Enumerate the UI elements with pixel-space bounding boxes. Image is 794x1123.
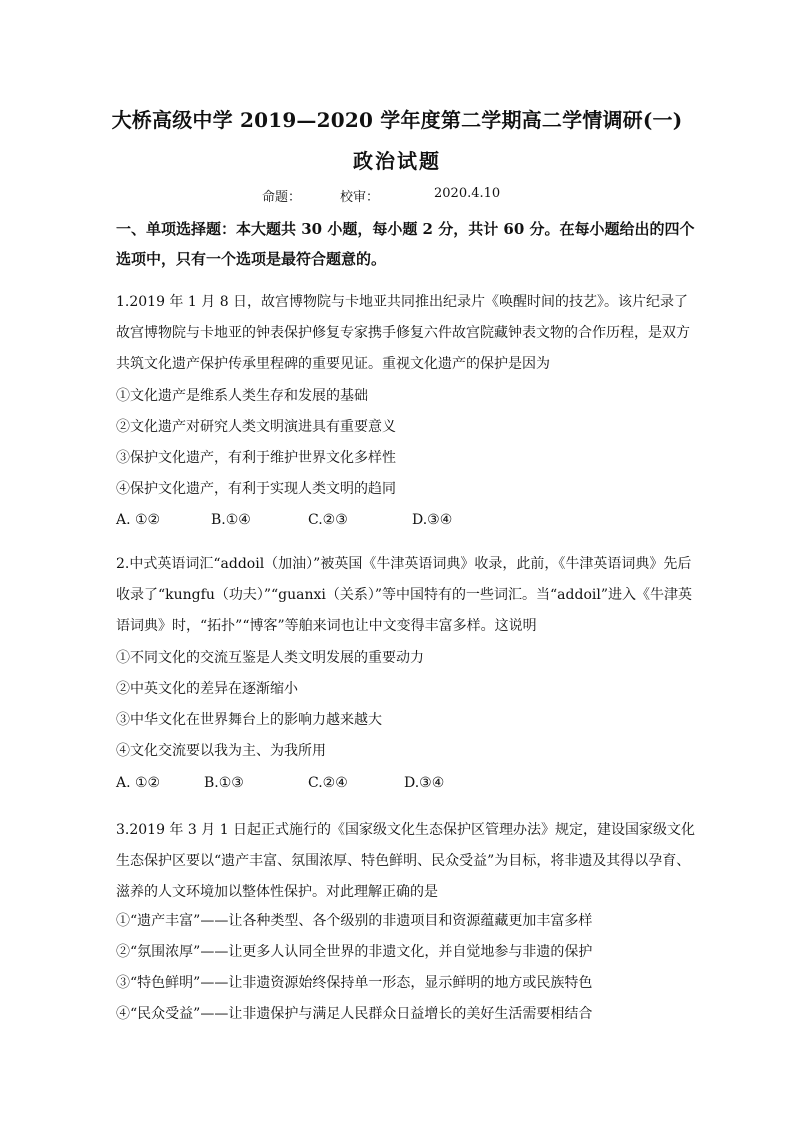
- question-3-stem: 3.2019 年 3 月 1 日起正式施行的《国家级文化生态保护区管理办法》规定，建设国家级文化生态保护区要以“遗产丰富、氛围浓厚、特色鲜明、民众受益”为目标，将非遗及其得以孕育、滋养的人文环境加以整体性保护。对此理解正确的是: [116, 822, 696, 900]
- question-2-stem: 2.中式英语词汇“addoil（加油）”被英国《牛津英语词典》收录，此前，《牛津英语词典》先后收录了“kungfu（功夫）”“guanxi（关系）”等中国特有的一些词汇。当“addoil”进入《牛津英语词典》时，“拓扑”“博客”等舶来词也让中文变得丰富多样。这说明: [116, 556, 692, 634]
- exam-title: 大桥高级中学 2019—2020 学年度第二学期高二学情调研(一): [111, 108, 683, 132]
- question-1-option-4: ④保护文化遗产，有利于实现人类文明的趋同: [116, 481, 396, 497]
- question-3-option-1: ①“遗产丰富”——让各种类型、各个级别的非遗项目和资源蕴藏更加丰富多样: [116, 913, 593, 929]
- exam-subject-title: 政治试题: [353, 149, 441, 173]
- section-heading: 一、单项选择题：本大题共 30 小题，每小题 2 分，共计 60 分。在每小题给出的四个选项中，只有一个选项是最符合题意的。: [116, 220, 695, 268]
- question-1-stem: 1.2019 年 1 月 8 日，故宫博物院与卡地亚共同推出纪录片《唤醒时间的技艺》。该片纪录了故宫博物院与卡地亚的钟表保护修复专家携手修复六件故宫院藏钟表文物的合作历程，是双方共筑文化遗产保护传承里程碑的重要见证。重视文化遗产的保护是因为: [116, 294, 690, 372]
- question-3-option-3: ③“特色鲜明”——让非遗资源始终保持单一形态，显示鲜明的地方或民族特色: [116, 975, 593, 991]
- author-label: 命题：: [262, 190, 302, 205]
- question-1-choice-a: A. ①②: [116, 512, 161, 528]
- exam-date: 2020.4.10: [434, 186, 501, 201]
- question-1-choice-c: C.②③: [308, 512, 348, 528]
- question-1-option-1: ①文化遗产是维系人类生存和发展的基础: [116, 388, 368, 404]
- question-3-option-4: ④“民众受益”——让非遗保护与满足人民群众日益增长的美好生活需要相结合: [116, 1006, 593, 1022]
- question-3-option-2: ②“氛围浓厚”——让更多人认同全世界的非遗文化，并自觉地参与非遗的保护: [116, 944, 593, 960]
- question-1-option-2: ②文化遗产对研究人类文明演进具有重要意义: [116, 419, 396, 435]
- reviewer-label: 校审：: [340, 190, 380, 205]
- question-2-option-3: ③中华文化在世界舞台上的影响力越来越大: [116, 712, 382, 728]
- question-1-choice-d: D.③④: [412, 512, 453, 528]
- question-2-option-1: ①不同文化的交流互鉴是人类文明发展的重要动力: [116, 650, 424, 666]
- question-2-choice-a: A. ①②: [116, 775, 161, 791]
- question-2-option-4: ④文化交流要以我为主、为我所用: [116, 743, 326, 759]
- question-1-choice-b: B.①④: [211, 512, 251, 528]
- question-2-option-2: ②中英文化的差异在逐渐缩小: [116, 681, 298, 697]
- question-2-choice-b: B.①③: [204, 775, 244, 791]
- question-2-choice-d: D.③④: [404, 775, 445, 791]
- question-1-option-3: ③保护文化遗产，有利于维护世界文化多样性: [116, 450, 396, 466]
- question-2-choice-c: C.②④: [308, 775, 348, 791]
